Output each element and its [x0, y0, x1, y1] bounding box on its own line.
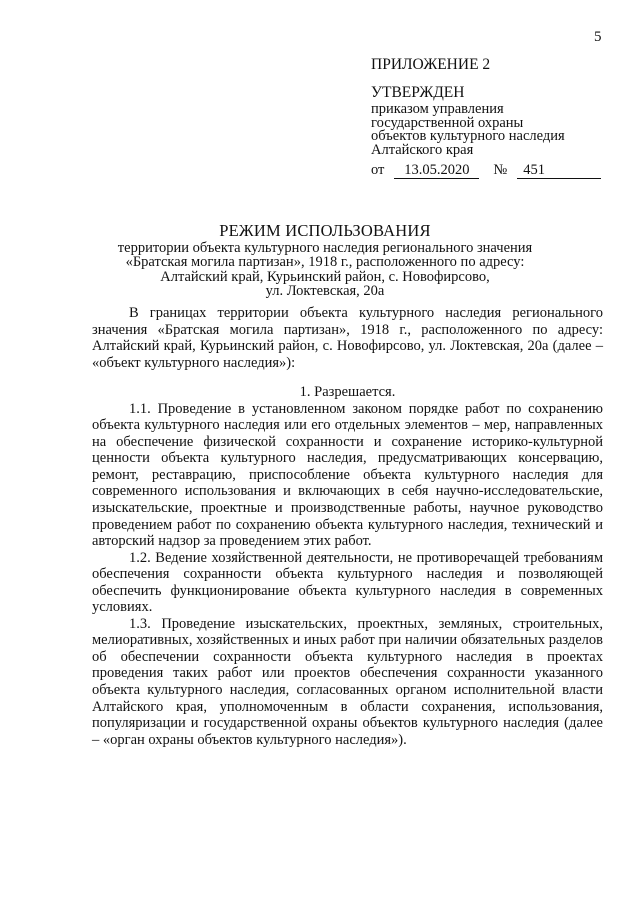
order-date-number [371, 161, 611, 179]
approved-title: УТВЕРЖДЕН [371, 84, 465, 101]
item-paragraph: 1.3. Проведение изыскательских, проектных, земляных, строительных, мелиоративных, хозяйственных и иных работ при наличии обязательных разделов об обеспечении сохранности объекта культурного наследия в проектах проведения таких работ или проектов обеспечения сохранности указанного объекта культурного наследия, согласованных органом исполнительной власти Алтайского края, уполномоченным в области сохранения, использования, популяризации и государственной охраны объектов культурного наследия (далее – «орган охраны объектов культурного наследия»). [92, 615, 603, 748]
order-date: 13.05.2020 [394, 162, 479, 179]
number-sign: № [493, 162, 508, 178]
approval-line: приказом управления [371, 101, 504, 117]
intro-paragraph: В границах территории объекта культурного наследия регионального значения «Братская могила партизан», 1918 г., расположенного по адресу: Алтайский край, Курьинский район, с. Новофирсово, ул. Локтевская, 20а (далее – «объект культурного наследия»): [92, 305, 603, 371]
heading-subtitle-line: территории объекта культурного наследия регионального значения [117, 240, 533, 256]
approval-block [371, 55, 611, 179]
page-number: 5 [594, 29, 602, 45]
document-heading [96, 221, 554, 298]
heading-subtitle-line: ул. Локтевская, 20а [265, 282, 385, 299]
date-prefix: от [371, 162, 385, 178]
approval-line: объектов культурного наследия [371, 128, 565, 144]
approval-line: государственной охраны [371, 114, 524, 131]
heading-subtitle-line: Алтайский край, Курьинский район, с. Новофирсово, [160, 268, 490, 285]
item-paragraph: 1.2. Ведение хозяйственной деятельности, не противоречащей требованиям обеспечения сохранности объекта культурного наследия и позволяющей обеспечить функционирование объекта культурного наследия в современных условиях. [92, 549, 603, 616]
document-body [92, 305, 603, 748]
section-title: 1. Разрешается. [299, 384, 396, 401]
approval-line: Алтайского края [371, 141, 474, 158]
heading-subtitle-line: «Братская могила партизан», 1918 г., расположенного по адресу: [125, 254, 525, 271]
item-paragraph: 1.1. Проведение в установленном законом порядке работ по сохранению объекта культурного наследия или его отдельных элементов – мер, направленных на обеспечение физической сохранности и сохранение историко-культурной ценности объекта культурного наследия, предусматривающих консервацию, ремонт, реставрацию, приспособление объекта культурного наследия для современного использования и включающих в себя научно-исследовательские, изыскательские, проектные и производственные работы, научное руководство проведением работ по сохранению объекта культурного наследия, технический и авторский надзор за проведением этих работ. [92, 400, 603, 550]
appendix-title: ПРИЛОЖЕНИЕ 2 [371, 56, 491, 73]
heading-title: РЕЖИМ ИСПОЛЬЗОВАНИЯ [219, 221, 431, 240]
order-number: 451 [517, 162, 601, 179]
